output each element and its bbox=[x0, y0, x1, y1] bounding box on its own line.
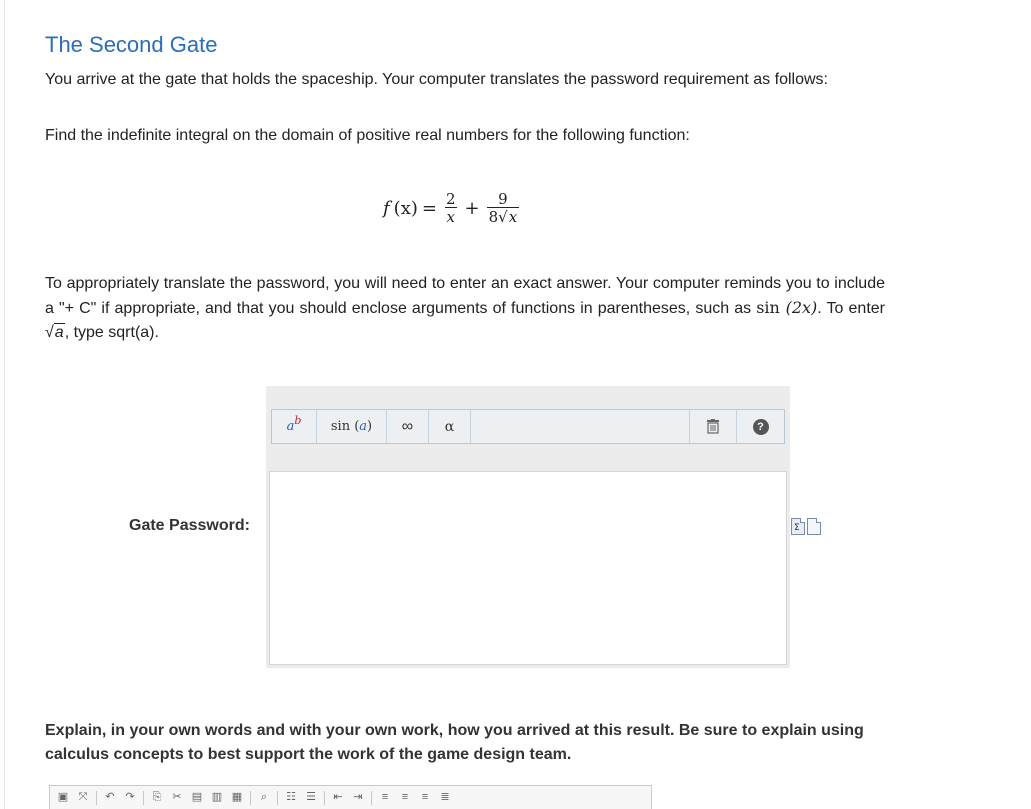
greek-letters-button[interactable]: α bbox=[429, 410, 471, 443]
doc-corner-icon bbox=[800, 518, 805, 523]
function-button[interactable] bbox=[317, 410, 387, 443]
gate-password-label: Gate Password: bbox=[129, 517, 250, 534]
help-button[interactable] bbox=[737, 410, 784, 443]
toolbar-separator bbox=[96, 791, 97, 805]
undo-icon[interactable]: ↶ bbox=[105, 791, 115, 803]
rich-text-toolbar bbox=[49, 785, 652, 809]
function-button-close: ) bbox=[367, 419, 373, 434]
function-button-name: sin bbox=[330, 419, 351, 434]
toolbar-separator bbox=[277, 791, 278, 805]
formula-plus: + bbox=[464, 197, 480, 219]
infinity-button[interactable]: ∞ bbox=[387, 410, 429, 443]
task-paragraph: Find the indefinite integral on the domain of positive real numbers for the following function: bbox=[45, 127, 690, 144]
sqrt-example-sign-icon: √ bbox=[45, 324, 54, 341]
doc-corner-icon-2 bbox=[816, 518, 821, 523]
justify-icon[interactable]: ≣ bbox=[440, 791, 450, 803]
paste-text-icon[interactable]: ▥ bbox=[211, 791, 223, 803]
source-icon[interactable]: ▣ bbox=[57, 791, 69, 803]
toolbar-separator bbox=[371, 791, 372, 805]
toolbar-separator bbox=[143, 791, 144, 805]
gate-password-input[interactable] bbox=[269, 471, 787, 665]
sqrt-example-var: a bbox=[54, 324, 64, 341]
term2-denominator-var: x bbox=[508, 207, 518, 226]
maximize-icon[interactable]: ⤧ bbox=[78, 791, 88, 803]
copy-icon[interactable]: ⎘ bbox=[152, 791, 162, 803]
find-icon[interactable]: ⌕ bbox=[260, 791, 268, 803]
instructions-paragraph bbox=[45, 272, 885, 345]
trash-icon bbox=[706, 419, 720, 434]
formula-equals: = bbox=[421, 197, 437, 219]
math-editor bbox=[266, 386, 790, 668]
term2-denominator-coef: 8 bbox=[488, 207, 499, 226]
indent-icon[interactable]: ⇥ bbox=[353, 791, 363, 803]
fraction-term-2 bbox=[487, 191, 520, 226]
sqrt-sign-icon: √ bbox=[498, 207, 508, 226]
align-center-icon[interactable]: ≡ bbox=[401, 791, 409, 803]
formula-fn-name: f bbox=[383, 197, 390, 219]
fraction-term-1 bbox=[444, 191, 458, 226]
sigma-icon: Σ bbox=[794, 523, 800, 533]
toolbar-spacer bbox=[471, 410, 690, 443]
redo-icon[interactable]: ↷ bbox=[125, 791, 135, 803]
paste-icon[interactable]: ▤ bbox=[191, 791, 203, 803]
term2-denominator bbox=[487, 207, 520, 226]
function-button-open: ( bbox=[354, 419, 360, 434]
equation-preview-icon[interactable] bbox=[791, 518, 805, 535]
text-document-icon[interactable] bbox=[807, 518, 821, 535]
page bbox=[4, 0, 1031, 809]
function-formula bbox=[383, 186, 522, 230]
example-arg: (2x) bbox=[785, 298, 818, 317]
example-expression bbox=[756, 298, 817, 317]
bulleted-list-icon[interactable]: ☰ bbox=[306, 791, 316, 803]
instructions-part-2: . To enter bbox=[817, 300, 885, 317]
toolbar-separator bbox=[250, 791, 251, 805]
instructions-part-1: To appropriately translate the password, you will need to enter an exact answer. Your computer reminds you to include a "+ C" if appropriate, and that you should enclose arguments of functions in parentheses, such as bbox=[45, 275, 885, 317]
formula-fn-arg: (x) bbox=[393, 197, 418, 219]
answer-side-icons bbox=[791, 518, 821, 535]
example-fn: sin bbox=[756, 298, 780, 317]
intro-paragraph: You arrive at the gate that holds the spaceship. Your computer translates the password requirement as follows: bbox=[45, 71, 828, 88]
superscript-base: a bbox=[286, 419, 295, 434]
outdent-icon[interactable]: ⇤ bbox=[333, 791, 343, 803]
term2-numerator: 9 bbox=[498, 189, 508, 208]
superscript-exp: b bbox=[294, 414, 302, 427]
superscript-button[interactable] bbox=[272, 410, 317, 443]
term1-denominator: x bbox=[446, 207, 455, 226]
function-button-arg: a bbox=[359, 419, 368, 434]
term1-numerator: 2 bbox=[445, 189, 456, 208]
instructions-part-3: , type sqrt(a). bbox=[64, 324, 159, 341]
cut-icon[interactable]: ✂ bbox=[172, 791, 182, 803]
help-icon: ? bbox=[753, 419, 769, 435]
paste-word-icon[interactable]: ▦ bbox=[231, 791, 243, 803]
toolbar-separator bbox=[324, 791, 325, 805]
align-right-icon[interactable]: ≡ bbox=[421, 791, 429, 803]
numbered-list-icon[interactable]: ☷ bbox=[286, 791, 296, 803]
math-toolbar bbox=[271, 409, 785, 444]
align-left-icon[interactable]: ≡ bbox=[381, 791, 389, 803]
sqrt-example bbox=[45, 321, 65, 345]
clear-button[interactable] bbox=[690, 410, 737, 443]
explain-prompt: Explain, in your own words and with your own work, how you arrived at this result. Be sure to explain using calculus concepts to best support the work of the game design team. bbox=[45, 722, 864, 763]
page-title: The Second Gate bbox=[45, 32, 218, 57]
